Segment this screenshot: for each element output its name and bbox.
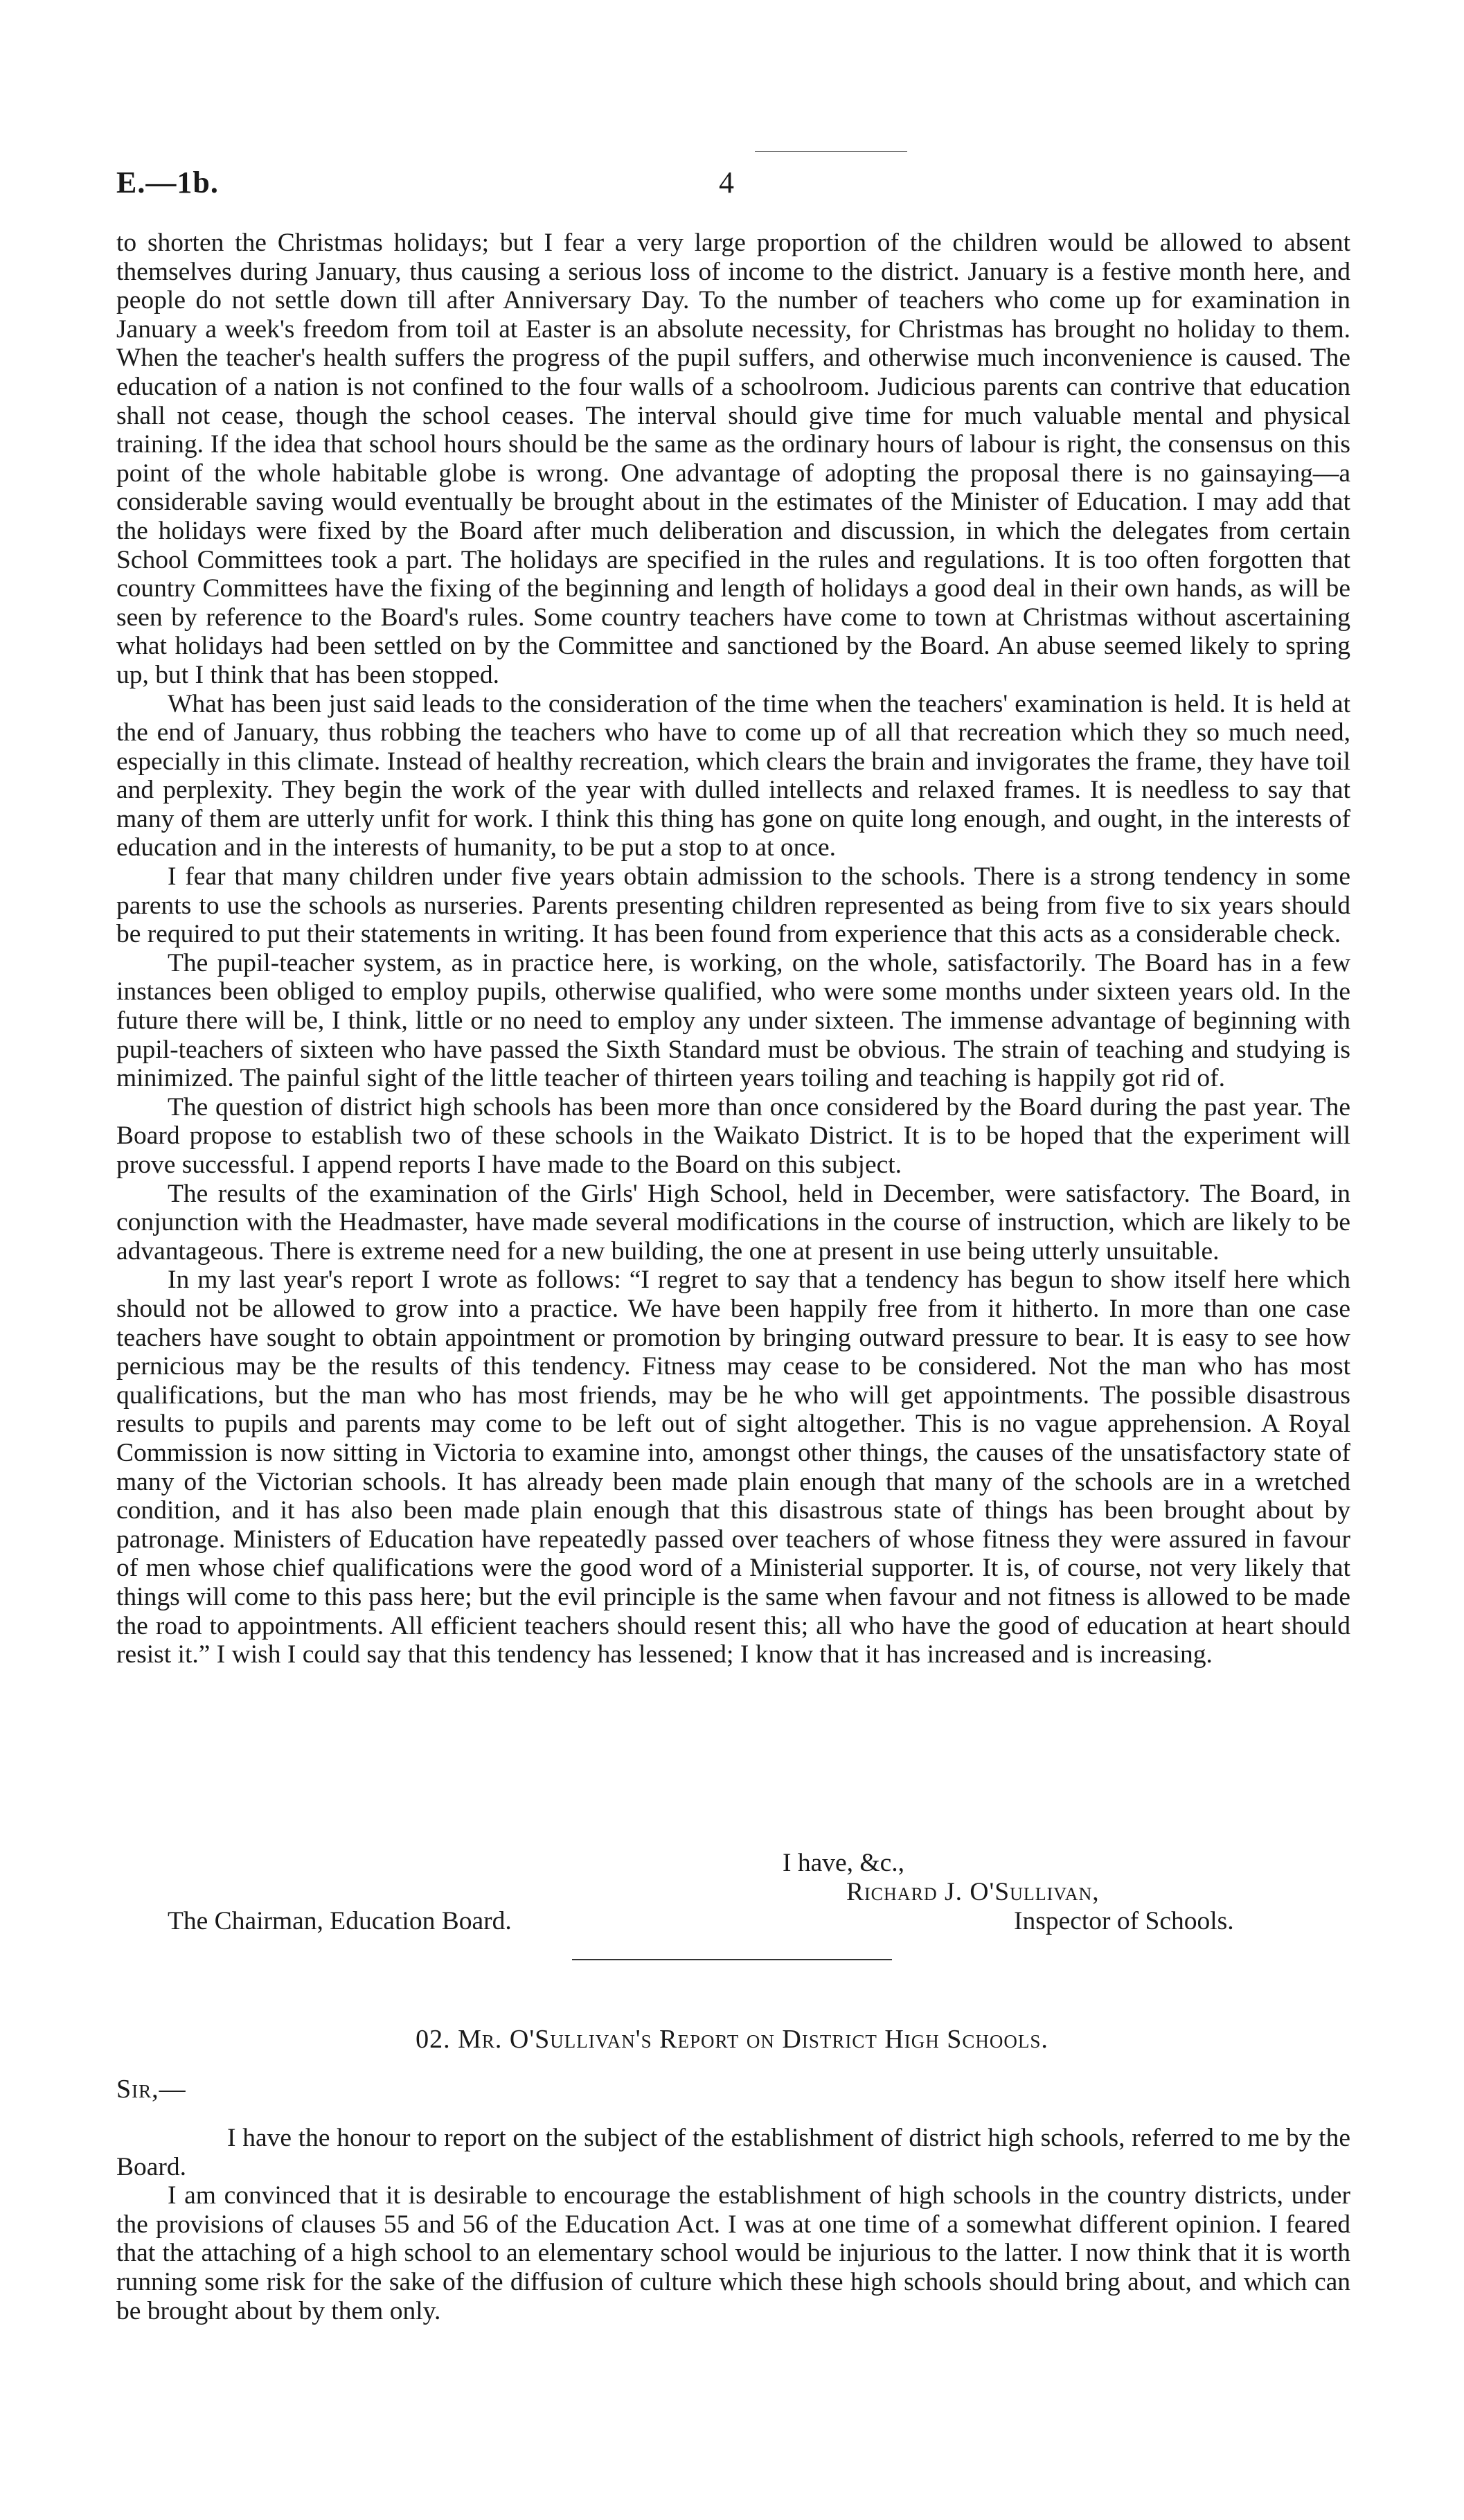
page-number: 4: [719, 166, 735, 199]
signature: Richard J. O'Sullivan,: [846, 1878, 1100, 1906]
section-divider: [572, 1959, 892, 1960]
section-heading: 02. Mr. O'Sullivan's Report on District High Schools.: [416, 2025, 1048, 2054]
paragraph: to shorten the Christmas holidays; but I fear a very large proportion of the children would be allowed to absent themselves during January, thus causing a serious loss of income to the district. January is a festive month here, and people do not settle down till after Anniversary Day. To the number of teachers who come up for examination in January a week's freedom from toil at Easter is an absolute necessity, for Christmas has brought no holiday to them. When the teacher's health suffers the progress of the pupil suffers, and otherwise much inconvenience is caused. The education of a nation is not confined to the four walls of a schoolroom. Judicious parents can contrive that education shall not cease, though the school ceases. The interval should give time for much valuable mental and physical training. If the idea that school hours should be the same as the ordinary hours of labour is right, the consensus on this point of the whole habitable globe is wrong. One advantage of adopting the proposal there is no gainsaying—a considerable saving would eventually be brought about in the estimates of the Minister of Education. I may add that the holidays were fixed by the Board after much deliberation and discussion, in which the delegates from certain School Committees took a part. The holidays are specified in the rules and regulations. It is too often forgotten that country Committees have the fixing of the beginning and length of holidays a good deal in their own hands, as will be seen by reference to the Board's rules. Some country teachers have come to town at Christmas without ascertaining what holidays had been settled on by the Committee and sanctioned by the Board. An abuse seemed likely to spring up, but I think that has been stopped.: [116, 229, 1350, 689]
paragraph: I have the honour to report on the subject of the establishment of district high schools, referred to me by the Board.: [116, 2124, 1350, 2181]
paragraph: The question of district high schools has been more than once considered by the Board during the past year. The Board propose to establish two of these schools in the Waikato District. It is to be hoped that the experiment will prove successful. I append reports I have made to the Board on this subject.: [116, 1092, 1350, 1179]
signatory-title: Inspector of Schools.: [1014, 1907, 1234, 1935]
report-body: [116, 229, 1350, 1669]
paragraph: The results of the examination of the Girls' High School, held in December, were satisfactory. The Board, in conjunction with the Headmaster, have made several modifications in the course of instruction, which are likely to be advantageous. There is extreme need for a new building, the one at present in use being utterly unsuitable.: [116, 1179, 1350, 1266]
valediction: I have, &c.,: [783, 1849, 904, 1877]
salutation: Sir,—: [116, 2075, 186, 2104]
paragraph: What has been just said leads to the consideration of the time when the teachers' examination is held. It is held at the end of January, thus robbing the teachers who have to come up of all that recreation which they so much need, especially in this climate. Instead of healthy recreation, which clears the brain and invigorates the frame, they have toil and perplexity. They begin the work of the year with dulled intellects and relaxed frames. It is needless to say that many of them are utterly unfit for work. I think this thing has gone on quite long enough, and ought, in the interests of education and in the interests of humanity, to be put a stop to at once.: [116, 689, 1350, 862]
paragraph: The pupil-teacher system, as in practice here, is working, on the whole, satisfactorily. The Board has in a few instances been obliged to employ pupils, otherwise qualified, who were some months under sixteen years old. In the future there will be, I think, little or no need to employ any under sixteen. The immense advantage of beginning with pupil-teachers of sixteen who have passed the Sixth Standard must be obvious. The strain of teaching and studying is minimized. The painful sight of the little teacher of thirteen years toiling and teaching is happily got rid of.: [116, 948, 1350, 1093]
header-rule: [755, 151, 907, 152]
report-body-2: [116, 2124, 1350, 2325]
paragraph: In my last year's report I wrote as follows: “I regret to say that a tendency has begun to show itself here which should not be allowed to grow into a practice. We have been happily free from it hitherto. In more than one case teachers have sought to obtain appointment or promotion by bringing outward pressure to bear. It is easy to see how pernicious may be the results of this tendency. Fitness may cease to be considered. Not the man who has most qualifications, but the man who has most friends, may be he who will get appointments. The possible disastrous results to pupils and parents may come to be left out of sight altogether. This is no vague apprehension. A Royal Commission is now sitting in Victoria to examine into, amongst other things, the causes of the unsatisfactory state of many of the Victorian schools. It has already been made plain enough that many of the schools are in a wretched condition, and it has also been made plain enough that this disastrous state of things has been brought about by patronage. Ministers of Education have repeatedly passed over teachers of whose fitness they were assured in favour of men whose chief qualifications were the good word of a Ministerial supporter. It is, of course, not very likely that things will come to this pass here; but the evil principle is the same when favour and not fitness is allowed to be made the road to appointments. All efficient teachers should resent this; all who have the good of education at heart should resist it.” I wish I could say that this tendency has lessened; I know that it has increased and is increasing.: [116, 1266, 1350, 1669]
document-reference: E.—1b.: [116, 166, 219, 199]
paragraph: I am convinced that it is desirable to encourage the establishment of high schools in the country districts, under the provisions of clauses 55 and 56 of the Education Act. I was at one time of a somewhat different opinion. I feared that the attaching of a high school to an elementary school would be injurious to the latter. I now think that it is worth running some risk for the sake of the diffusion of culture which these high schools should bring about, and which can be brought about by them only.: [116, 2181, 1350, 2325]
paragraph: I fear that many children under five years obtain admission to the schools. There is a strong tendency in some parents to use the schools as nurseries. Parents presenting children represented as being from five to six years should be required to put their statements in writing. It has been found from experience that this acts as a considerable check.: [116, 862, 1350, 949]
addressee: The Chairman, Education Board.: [168, 1907, 512, 1935]
